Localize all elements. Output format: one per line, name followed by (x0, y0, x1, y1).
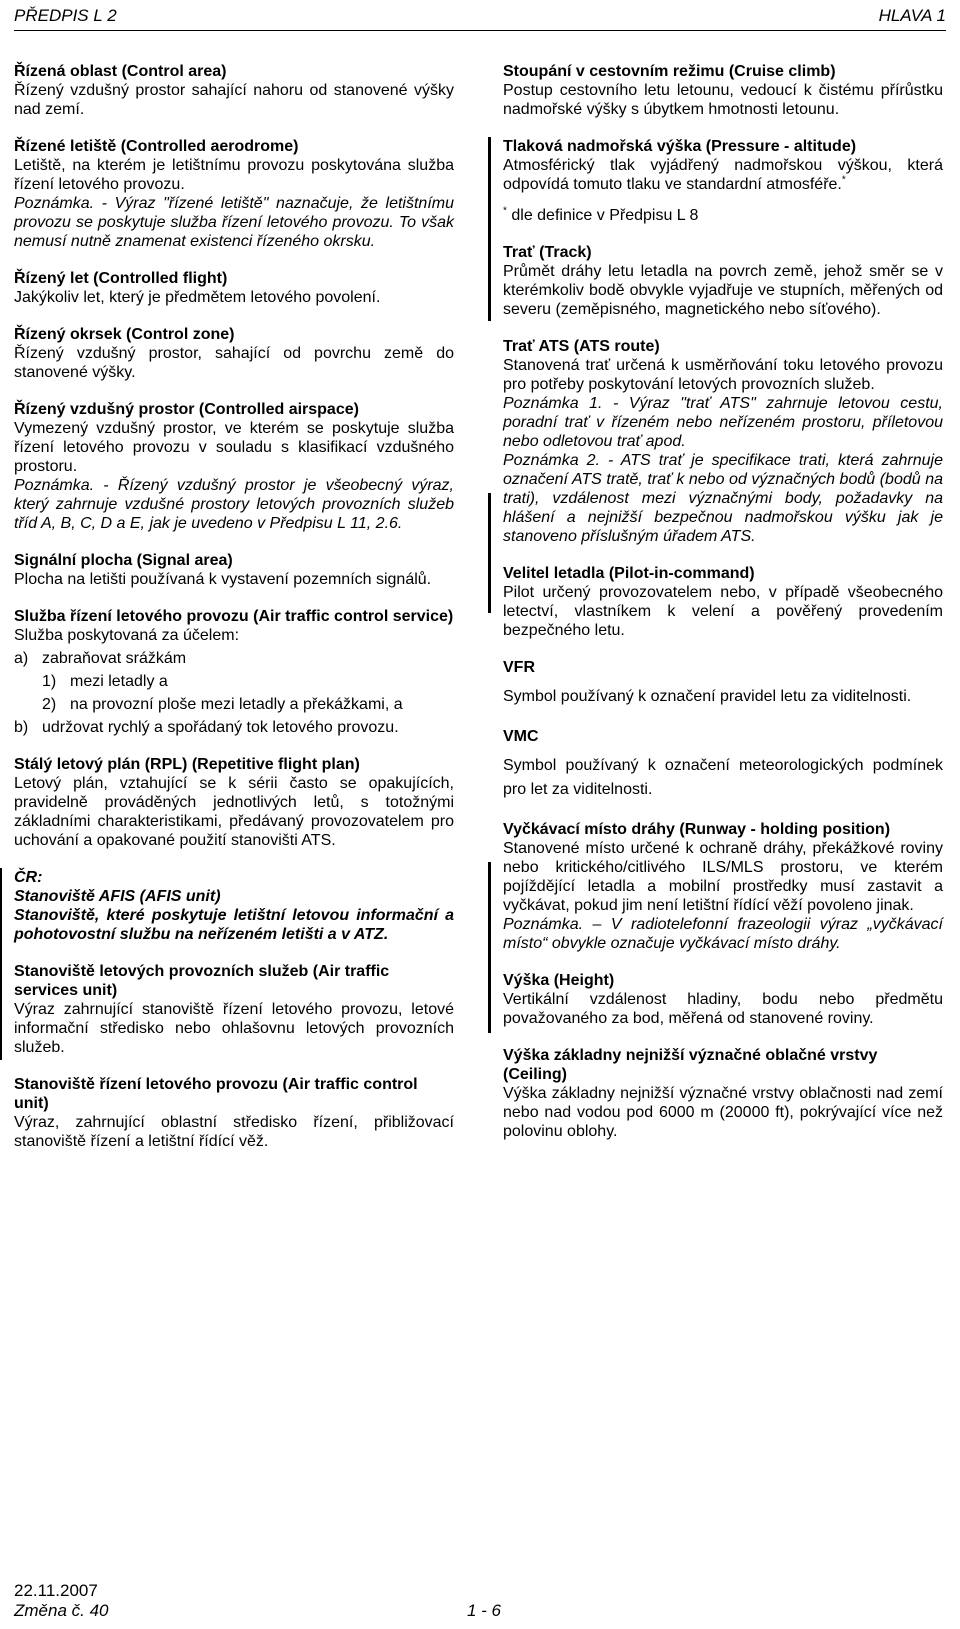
definition-afis-unit (14, 868, 454, 944)
term-note: Poznámka. - Výraz "řízené letiště" naznačuje, že letištnímu provozu se poskytuje služba řízení letového provozu. To však nemusí nutně znamenat existenci řízeného okrsku. (14, 195, 454, 250)
definition-rpl (14, 755, 454, 850)
term-title: Řízený let (Controlled flight) (14, 270, 228, 287)
footer-date: 22.11.2007 (14, 1581, 98, 1600)
term-title: Velitel letadla (Pilot-in-command) (503, 565, 755, 582)
term-title: Trať (Track) (503, 244, 592, 261)
list-marker: 1) (42, 673, 57, 690)
term-title: Výška základny nejnižší význačné oblačné vrstvy (Ceiling) (503, 1047, 878, 1083)
list-marker: b) (14, 719, 29, 736)
term-body: Letiště, na kterém je letištnímu provozu poskytována služba řízení letového provozu. (14, 157, 454, 193)
term-title: Stanoviště řízení letového provozu (Air traffic control unit) (14, 1076, 418, 1112)
term-title: Výška (Height) (503, 972, 615, 989)
definition-ceiling (503, 1046, 943, 1141)
definition-holding-position (503, 820, 943, 953)
term-body: Symbol používaný k označení meteorologických podmínek pro let za viditelnosti. (503, 757, 943, 798)
header-left: PŘEDPIS L 2 (14, 6, 117, 25)
list-item (14, 718, 454, 737)
term-title: Služba řízení letového provozu (Air traffic control service) (14, 608, 454, 625)
change-bar (0, 966, 2, 1060)
definition-controlled-flight (14, 269, 454, 307)
term-body: Letový plán, vztahující se k sérii často se opakujících, pravidelně prováděných jednotlivých letů, s totožnými základními charakteristikami, předávaný provozovatelem pro uchování a opakované použití stanovišti ATS. (14, 775, 454, 849)
definition-ats-route (503, 337, 943, 546)
term-note: Poznámka 1. - Výraz "trať ATS" zahrnuje letovou cestu, poradní trať v řízeném nebo neřízeném prostoru, příletovou nebo odletovou trať apod. (503, 395, 943, 450)
term-body: Výraz zahrnující stanoviště řízení letového provozu, letové informační středisko nebo ohlašovnu letových provozních služeb. (14, 1001, 454, 1056)
definition-atc-unit (14, 1075, 454, 1151)
term-title: Řízený vzdušný prostor (Controlled airspace) (14, 401, 359, 418)
term-body (503, 156, 943, 194)
change-bar (488, 137, 491, 249)
definition-controlled-aerodrome (14, 137, 454, 251)
definition-pilot-in-command (503, 564, 943, 640)
change-bar (488, 993, 491, 1033)
term-body: Pilot určený provozovatelem nebo, v případě všeobecného letectví, vlastníkem k velení a pověřený provedením bezpečného letu. (503, 584, 943, 639)
national-label: ČR: (14, 869, 43, 886)
term-body: Řízený vzdušný prostor sahající nahoru od stanovené výšky nad zemí. (14, 82, 454, 118)
term-body: Stanoviště, které poskytuje letištní letovou informační a pohotovostní službu na neřízeném letišti a v ATZ. (14, 907, 454, 943)
term-body: Jakýkoliv let, který je předmětem letového povolení. (14, 289, 381, 306)
term-title: VFR (503, 659, 535, 676)
header-right: HLAVA 1 (878, 6, 946, 25)
term-title: Řízená oblast (Control area) (14, 63, 227, 80)
list-item (14, 649, 454, 668)
definition-vfr (503, 658, 943, 709)
list-text: na provozní ploše mezi letadly a překážkami, a (70, 696, 403, 713)
term-title: Tlaková nadmořská výška (Pressure - altitude) (503, 138, 857, 155)
term-body: Vertikální vzdálenost hladiny, bodu nebo předmětu považovaného za bod, měřená od stanovené roviny. (503, 991, 943, 1027)
footer-change: Změna č. 40 (14, 1601, 109, 1620)
change-bar (488, 493, 491, 613)
page-header (14, 6, 946, 31)
definition-pressure-altitude (503, 137, 943, 225)
list-marker: 2) (42, 696, 57, 713)
term-note: Poznámka. - Řízený vzdušný prostor je všeobecný výraz, který zahrnuje vzdušné prostory letových provozních služeb tříd A, B, C, D a E, jak je uvedeno v Předpisu L 11, 2.6. (14, 477, 454, 532)
term-body: Služba poskytovaná za účelem: (14, 627, 240, 644)
term-body: Výška základny nejnižší význačné vrstvy oblačnosti nad zemí nebo nad vodou pod 6000 m (20000 ft), pokrývající více než polovinu oblohy. (503, 1085, 943, 1140)
term-title: VMC (503, 728, 539, 745)
right-column (503, 62, 943, 1159)
definition-track (503, 243, 943, 319)
definition-vmc (503, 727, 943, 802)
definition-control-area (14, 62, 454, 119)
term-note: Poznámka 2. - ATS trať je specifikace trati, která zahrnuje označení ATS tratě, trať k nebo od význačných bodů (bodů na trati), vzdálenost mezi význačnými body, požadavky na hlášení a nejnižší bezpečnou nadmořskou výšku jak je stanoveno příslušným úřadem ATS. (503, 452, 943, 545)
footnote-mark: * (841, 174, 846, 186)
list-text: udržovat rychlý a spořádaný tok letového provozu. (42, 719, 399, 736)
term-title: Řízený okrsek (Control zone) (14, 326, 235, 343)
definition-height (503, 971, 943, 1028)
definition-atc-service (14, 607, 454, 737)
page-footer (14, 1581, 534, 1621)
footnote-mark: * (503, 205, 507, 217)
term-body: Výraz, zahrnující oblastní středisko řízení, přibližovací stanoviště řízení a letištní řídící věž. (14, 1114, 454, 1150)
term-title: Signální plocha (Signal area) (14, 552, 233, 569)
purpose-list (14, 649, 454, 737)
change-bar (488, 243, 491, 321)
term-body: Vymezený vzdušný prostor, ve kterém se poskytuje služba řízení letového provozu v souladu s klasifikací vzdušného prostoru. (14, 420, 454, 475)
term-body: Stanovené místo určené k ochraně dráhy, překážkové roviny nebo kritického/citlivého ILS/MLS prostoru, ve kterém pojíždějící letadla a mobilní prostředky musí zastavit a vyčkávat, pokud jim není letištní řídící věží povoleno jinak. (503, 840, 943, 914)
list-marker: a) (14, 650, 29, 667)
term-title: Vyčkávací místo dráhy (Runway - holding position) (503, 821, 891, 838)
footer-page-number: 1 - 6 (467, 1601, 502, 1620)
term-title: Stanoviště letových provozních služeb (Air traffic services unit) (14, 963, 390, 999)
term-title: Trať ATS (ATS route) (503, 338, 660, 355)
term-body: Postup cestovního letu letounu, vedoucí k čistému přírůstku nadmořské výšky s úbytkem hmotnosti letounu. (503, 82, 943, 118)
footnote-text: dle definice v Předpisu L 8 (511, 207, 699, 224)
change-bar (0, 868, 2, 980)
term-body: Stanovená trať určená k usměrňování toku letového provozu pro potřeby poskytování letových provozních služeb. (503, 357, 943, 393)
definition-control-zone (14, 325, 454, 382)
term-body: Průmět dráhy letu letadla na povrch země, jehož směr se v kterémkoliv bodě obvykle vyjadřuje ve stupních, měřených od severu (zeměpisného, magnetického nebo síťového). (503, 263, 943, 318)
list-text: zabraňovat srážkám (42, 650, 187, 667)
term-title: Stanoviště AFIS (AFIS unit) (14, 888, 221, 905)
definition-ats-unit (14, 962, 454, 1057)
definition-signal-area (14, 551, 454, 589)
term-body: Symbol používaný k označení pravidel letu za viditelnosti. (503, 688, 912, 705)
left-column (14, 62, 454, 1169)
term-title: Řízené letiště (Controlled aerodrome) (14, 138, 299, 155)
term-title: Stoupání v cestovním režimu (Cruise climb) (503, 63, 836, 80)
term-title: Stálý letový plán (RPL) (Repetitive flight plan) (14, 756, 360, 773)
list-item (14, 695, 454, 714)
definition-controlled-airspace (14, 400, 454, 533)
term-body-text: Atmosférický tlak vyjádřený nadmořskou výškou, která odpovídá tomuto tlaku ve standardní atmosféře. (503, 157, 943, 193)
footnote (503, 206, 943, 225)
term-body: Plocha na letišti používaná k vystavení pozemních signálů. (14, 571, 432, 588)
term-body: Řízený vzdušný prostor, sahající od povrchu země do stanovené výšky. (14, 345, 454, 381)
list-text: mezi letadly a (70, 673, 168, 690)
term-note: Poznámka. – V radiotelefonní frazeologii výraz „vyčkávací místo“ obvykle označuje vyčkávací místo dráhy. (503, 916, 943, 952)
list-item (14, 672, 454, 691)
definition-cruise-climb (503, 62, 943, 119)
